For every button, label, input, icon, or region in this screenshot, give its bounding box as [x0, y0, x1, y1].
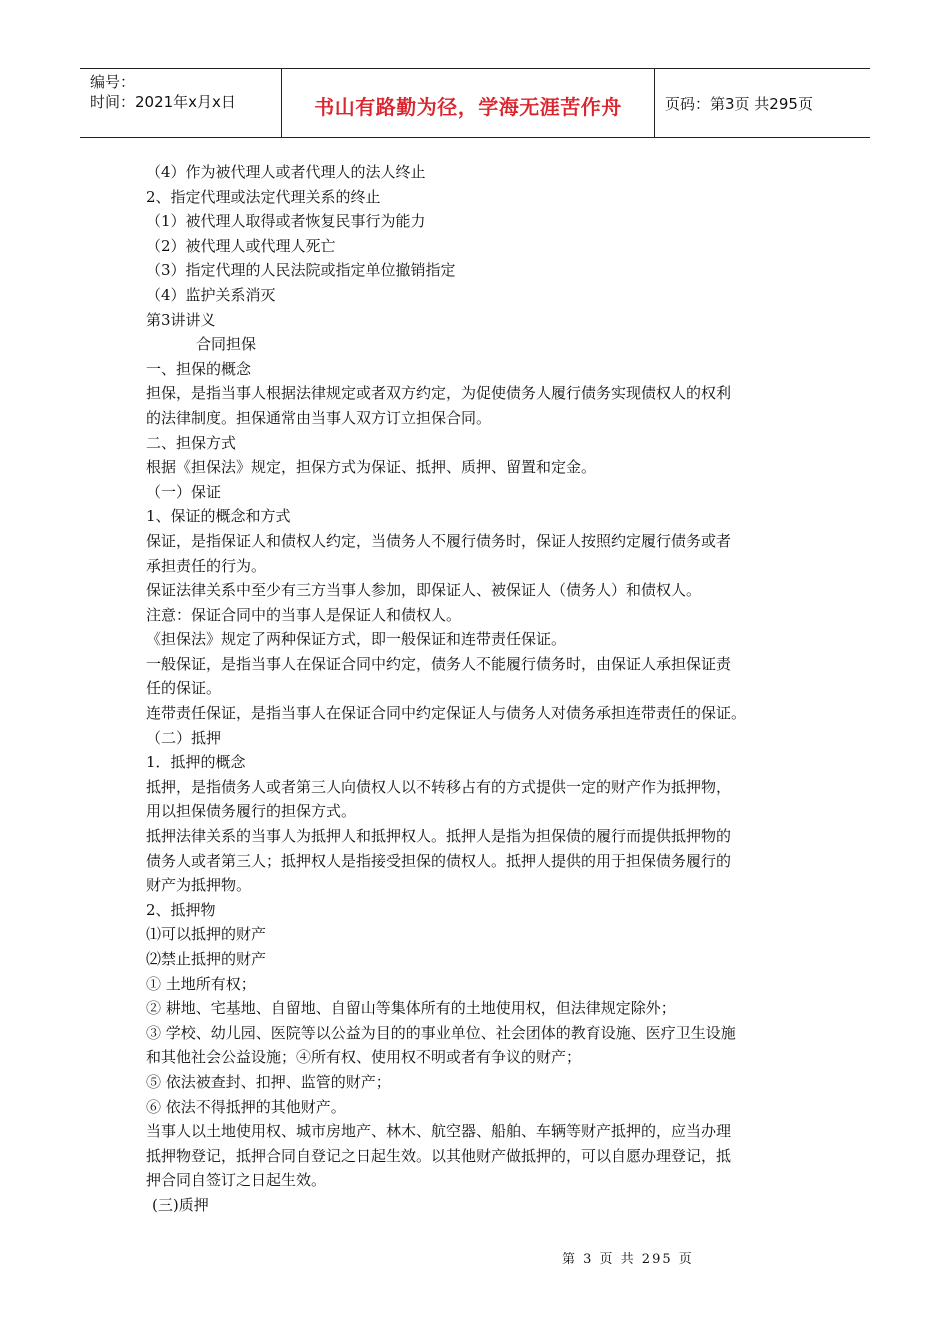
- body-line: ⑤ 依法被查封、扣押、监管的财产；: [146, 1072, 391, 1091]
- document-body: [146, 160, 806, 1218]
- body-line: 抵押物登记，抵押合同自登记之日起生效。以其他财产做抵押的，可以自愿办理登记，抵: [146, 1146, 732, 1165]
- body-line: （4）作为被代理人或者代理人的法人终止: [146, 163, 426, 181]
- body-line: 《担保法》规定了两种保证方式，即一般保证和连带责任保证。: [146, 630, 567, 649]
- body-line: （4）监护关系消灭: [146, 285, 276, 304]
- body-line: 财产为抵押物。: [146, 876, 252, 895]
- body-line: 当事人以土地使用权、城市房地产、林木、航空器、船舶、车辆等财产抵押的，应当办理: [146, 1122, 732, 1141]
- body-line: 债务人或者第三人；抵押权人是指接受担保的债权人。抵押人提供的用于担保债务履行的: [146, 851, 732, 870]
- body-line: 2、抵押物: [146, 900, 216, 919]
- section-title: 合同担保: [196, 335, 257, 354]
- header-motto-cell: [282, 69, 655, 137]
- header-page-cell: [655, 69, 870, 137]
- body-line: 用以担保债务履行的担保方式。: [146, 802, 357, 821]
- header-info-cell: [80, 69, 282, 137]
- body-line: 保证，是指保证人和债权人约定，当债务人不履行债务时，保证人按照约定履行债务或者: [146, 531, 732, 550]
- page-header: [80, 68, 870, 138]
- page-footer: 第 3 页 共 295 页: [562, 1252, 694, 1267]
- body-line: ⑥ 依法不得抵押的其他财产。: [146, 1097, 346, 1116]
- body-line: ③ 学校、幼儿园、医院等以公益为目的的事业单位、社会团体的教育设施、医疗卫生设施: [146, 1023, 736, 1042]
- body-line: 和其他社会公益设施；④所有权、使用权不明或者有争议的财产；: [146, 1048, 582, 1067]
- subsection-heading: (三)质押: [152, 1195, 209, 1214]
- body-line: 1、保证的概念和方式: [146, 507, 291, 526]
- body-line: 抵押，是指债务人或者第三人向债权人以不转移占有的方式提供一定的财产作为抵押物，: [146, 777, 732, 796]
- body-line: 连带责任保证，是指当事人在保证合同中约定保证人与债务人对债务承担连带责任的保证。: [146, 704, 747, 723]
- section-heading: 二、担保方式: [146, 433, 237, 452]
- body-line: 的法律制度。担保通常由当事人双方订立担保合同。: [146, 408, 492, 427]
- body-line: ① 土地所有权；: [146, 974, 256, 993]
- motto-text: 书山有路勤为径，学海无涯苦作舟: [314, 95, 622, 119]
- body-line: 任的保证。: [146, 679, 222, 698]
- body-line: 注意：保证合同中的当事人是保证人和债权人。: [146, 605, 462, 624]
- body-line: （3）指定代理的人民法院或指定单位撤销指定: [146, 261, 456, 280]
- body-line: 承担责任的行为。: [146, 556, 267, 575]
- body-line: （2）被代理人或代理人死亡: [146, 236, 336, 255]
- body-line: 押合同自签订之日起生效。: [146, 1171, 327, 1190]
- serial-number-label: 编号：: [90, 73, 136, 91]
- body-line: 担保，是指当事人根据法律规定或者双方约定，为促使债务人履行债务实现债权人的权利: [146, 384, 732, 403]
- body-line: ⑵禁止抵押的财产: [146, 950, 267, 968]
- lecture-heading: 第3讲讲义: [146, 310, 216, 329]
- body-line: （1）被代理人取得或者恢复民事行为能力: [146, 212, 426, 231]
- body-line: 抵押法律关系的当事人为抵押人和抵押权人。抵押人是指为担保债的履行而提供抵押物的: [146, 827, 732, 846]
- body-line: ② 耕地、宅基地、自留地、自留山等集体所有的土地使用权，但法律规定除外；: [146, 999, 676, 1018]
- page-number-label: 页码：第3页 共295页: [665, 95, 813, 113]
- body-line: ⑴可以抵押的财产: [146, 925, 267, 944]
- body-line: 1．抵押的概念: [146, 753, 246, 772]
- body-line: 根据《担保法》规定，担保方式为保证、抵押、质押、留置和定金。: [146, 458, 597, 477]
- body-line: 2、指定代理或法定代理关系的终止: [146, 187, 381, 206]
- subsection-heading: （一）保证: [146, 482, 222, 501]
- subsection-heading: （二）抵押: [146, 728, 222, 747]
- section-heading: 一、担保的概念: [146, 359, 252, 378]
- date-label: 时间：2021年x月x日: [90, 93, 236, 111]
- body-line: 一般保证，是指当事人在保证合同中约定，债务人不能履行债务时，由保证人承担保证责: [146, 654, 732, 673]
- body-line: 保证法律关系中至少有三方当事人参加，即保证人、被保证人（债务人）和债权人。: [146, 581, 702, 600]
